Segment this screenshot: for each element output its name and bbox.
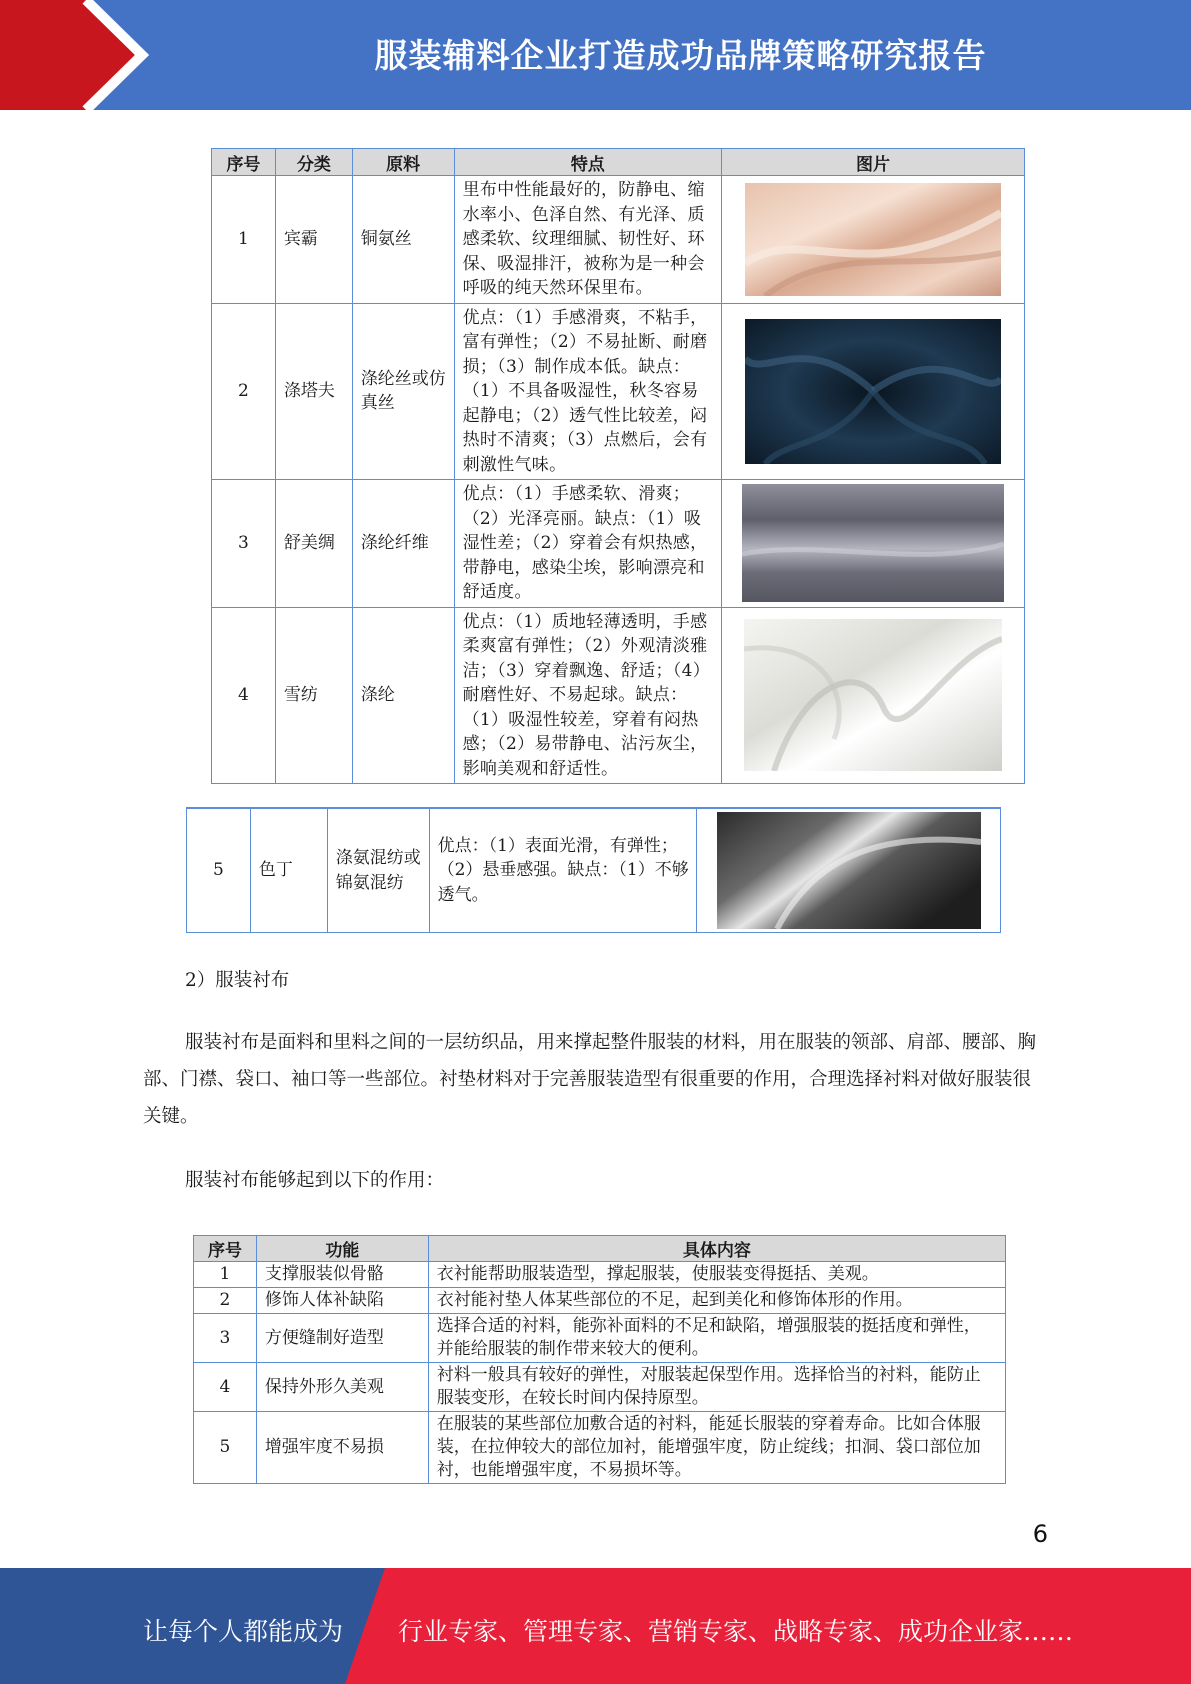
page-number: 6 — [1032, 1520, 1048, 1548]
row-category: 舒美绸 — [275, 480, 352, 608]
row-number: 1 — [194, 1262, 257, 1288]
table-row — [194, 1288, 1006, 1314]
row-function: 方便缝制好造型 — [256, 1314, 428, 1363]
page-header — [0, 0, 1191, 110]
row-number: 4 — [194, 1363, 257, 1412]
row-function: 支撑服装似骨骼 — [256, 1262, 428, 1288]
row-image — [722, 607, 1025, 784]
row-number: 2 — [194, 1288, 257, 1314]
row-features: 里布中性能最好的，防静电、缩水率小、色泽自然、有光泽、质感柔软、纹理细腻、韧性好、环保、吸湿排汗，被称为是一种会呼吸的纯天然环保里布。 — [454, 176, 721, 304]
row-features: 优点：（1）手感柔软、滑爽；（2）光泽亮丽。缺点：（1）吸湿性差；（2）穿着会有炽热感，带静电，感染尘埃，影响漂亮和舒适度。 — [454, 480, 721, 608]
col-header: 具体内容 — [428, 1236, 1005, 1262]
table-row — [187, 808, 1001, 933]
col-header: 原料 — [352, 149, 454, 176]
row-category: 雪纺 — [275, 607, 352, 784]
row-image — [722, 480, 1025, 608]
fabric-swatch-white-icon — [744, 619, 1002, 771]
footer-slogan-right: 行业专家、管理专家、营销专家、战略专家、成功企业家…… — [398, 1617, 1074, 1646]
paragraph-interlining-intro: 服装衬布是面料和里料之间的一层纺织品，用来撑起整件服装的材料，用在服装的领部、肩部、腰部、胸部、门襟、袋口、袖口等一些部位。衬垫材料对于完善服装造型有很重要的作用，合理选择衬料对做好服装很关键。 — [143, 1032, 1037, 1127]
table-row — [194, 1363, 1006, 1412]
row-material: 涤纶纤维 — [352, 480, 454, 608]
row-features: 优点：（1）表面光滑，有弹性；（2）悬垂感强。缺点：（1）不够透气。 — [429, 808, 696, 933]
row-function: 修饰人体补缺陷 — [256, 1288, 428, 1314]
page-footer — [0, 1568, 1191, 1684]
row-features: 优点：（1）手感滑爽，不粘手，富有弹性；（2）不易扯断、耐磨损；（3）制作成本低。缺点：（1）不具备吸湿性，秋冬容易起静电；（2）透气性比较差，闷热时不清爽；（3）点燃后，会有刺激性气味。 — [454, 303, 721, 480]
col-header: 分类 — [275, 149, 352, 176]
row-number: 2 — [212, 303, 276, 480]
table-row — [194, 1262, 1006, 1288]
table-header-row — [212, 149, 1025, 176]
footer-slogan-left: 让每个人都能成为 — [143, 1617, 344, 1646]
row-number: 5 — [187, 808, 251, 933]
row-number: 3 — [194, 1314, 257, 1363]
row-number: 1 — [212, 176, 276, 304]
row-number: 4 — [212, 607, 276, 784]
fabric-swatch-champagne-icon — [745, 183, 1001, 296]
row-category: 涤塔夫 — [275, 303, 352, 480]
lining-table — [211, 148, 1025, 784]
fabric-swatch-charcoal-satin-icon — [717, 812, 981, 929]
row-content: 衬料一般具有较好的弹性，对服装起保型作用。选择恰当的衬料，能防止服装变形，在较长时间内保持原型。 — [428, 1363, 1005, 1412]
col-header: 图片 — [722, 149, 1025, 176]
interlining-function-table — [193, 1235, 1006, 1484]
row-features: 优点：（1）质地轻薄透明，手感柔爽富有弹性；（2）外观清淡雅洁；（3）穿着飘逸、舒适；（4）耐磨性好、不易起球。缺点：（1）吸湿性较差，穿着有闷热感；（2）易带静电、沾污灰尘，影响美观和舒适性。 — [454, 607, 721, 784]
col-header: 序号 — [194, 1236, 257, 1262]
col-header: 序号 — [212, 149, 276, 176]
row-number: 5 — [194, 1412, 257, 1484]
table-row — [194, 1412, 1006, 1484]
col-header: 功能 — [256, 1236, 428, 1262]
report-title: 服装辅料企业打造成功品牌策略研究报告 — [374, 36, 987, 75]
table-row — [212, 176, 1025, 304]
fabric-swatch-gray-icon — [742, 484, 1004, 602]
col-header: 特点 — [454, 149, 721, 176]
paragraph-functions-lead: 服装衬布能够起到以下的作用： — [185, 1170, 445, 1191]
row-material: 涤纶丝或仿真丝 — [352, 303, 454, 480]
header-chevron-decoration — [0, 0, 240, 110]
section-heading: 2）服装衬布 — [185, 970, 290, 991]
table-row — [212, 607, 1025, 784]
row-image — [697, 808, 1001, 933]
table-row — [194, 1314, 1006, 1363]
row-image — [722, 303, 1025, 480]
row-content: 选择合适的衬料，能弥补面料的不足和缺陷，增强服装的挺括度和弹性，并能给服装的制作带来较大的便利。 — [428, 1314, 1005, 1363]
fabric-swatch-navy-icon — [745, 319, 1001, 464]
row-function: 增强牢度不易损 — [256, 1412, 428, 1484]
row-category: 色丁 — [250, 808, 327, 933]
row-number: 3 — [212, 480, 276, 608]
table-row — [212, 480, 1025, 608]
row-material: 涤氨混纺或锦氨混纺 — [327, 808, 429, 933]
row-content: 衣衬能衬垫人体某些部位的不足，起到美化和修饰体形的作用。 — [428, 1288, 1005, 1314]
row-material: 涤纶 — [352, 607, 454, 784]
row-material: 铜氨丝 — [352, 176, 454, 304]
row-function: 保持外形久美观 — [256, 1363, 428, 1412]
table-row — [212, 303, 1025, 480]
row-content: 在服装的某些部位加敷合适的衬料，能延长服装的穿着寿命。比如合体服装，在拉伸较大的部位加衬，能增强牢度，防止绽线；扣洞、袋口部位加衬，也能增强牢度，不易损坏等。 — [428, 1412, 1005, 1484]
row-category: 宾霸 — [275, 176, 352, 304]
row-image — [722, 176, 1025, 304]
lining-table-continued — [186, 807, 1001, 933]
table-header-row — [194, 1236, 1006, 1262]
row-content: 衣衬能帮助服装造型，撑起服装，使服装变得挺括、美观。 — [428, 1262, 1005, 1288]
